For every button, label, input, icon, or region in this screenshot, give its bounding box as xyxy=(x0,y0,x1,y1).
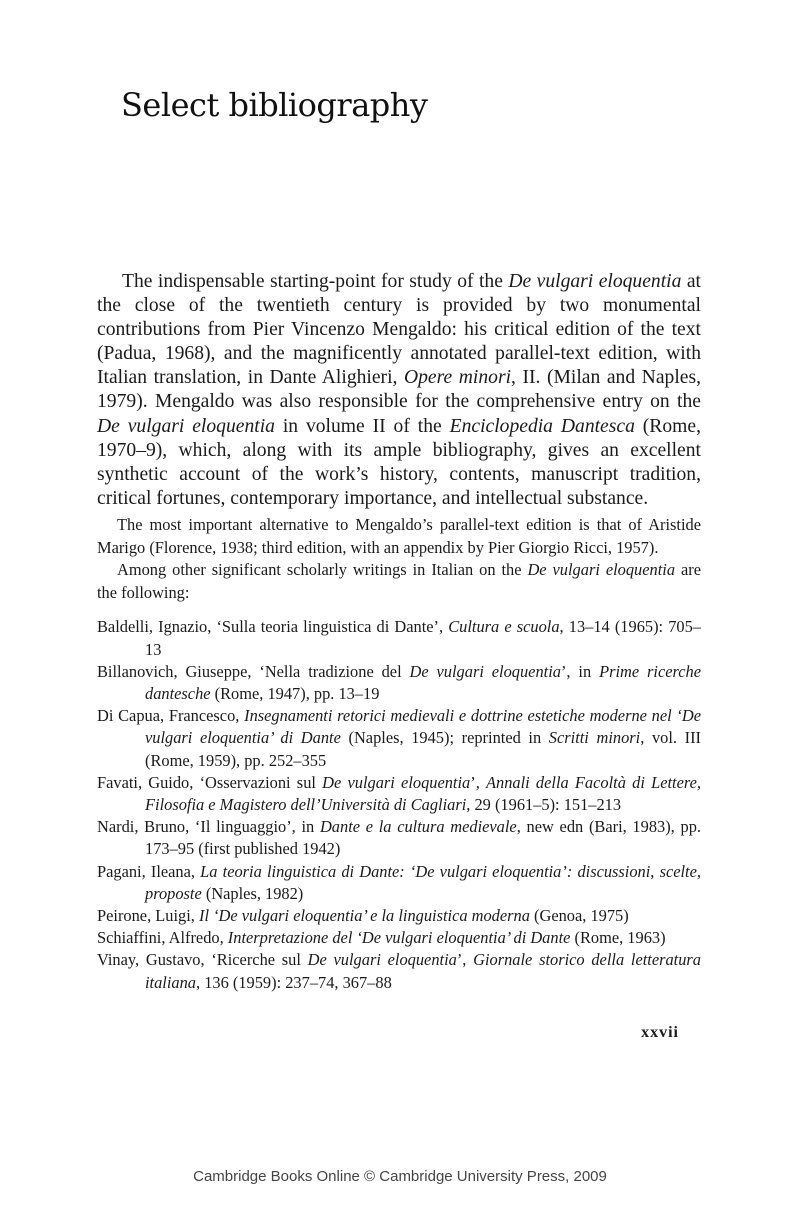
italic-title: Opere minori xyxy=(403,367,512,389)
copyright-footer: Cambridge Books Online © Cambridge University Press, 2009 xyxy=(193,1168,607,1185)
bibliography-entry: Billanovich, Giuseppe, ‘Nella tradizione del De vulgari eloquentia’, in Prime ricerche dantesche (Rome, 1947), pp. 13–19 xyxy=(97,661,702,703)
italic-title: Scritti minori xyxy=(548,728,641,748)
intro-paragraph: The indispensable starting-point for study of the De vulgari eloquentia at the close of the twentieth century is provided by two monumental contributions from Pier Vincenzo Mengaldo: his critical edition of the text (Padua, 1968), and the magnificently annotated parallel-text edition, with Italian translation, in Dante Alighieri, Opere minori, II. (Milan and Naples, 1979). Mengaldo was also responsible for the comprehensive entry on the De vulgari eloquentia in volume II of the Enciclopedia Dantesca (Rome, 1970–9), which, along with its ample bibliography, gives an excellent synthetic account of the work’s history, contents, manuscript tradition, critical fortunes, contemporary importance, and intellectual substance. xyxy=(97,271,702,509)
italic-title: Enciclopedia Dantesca xyxy=(449,415,635,437)
alternative-edition-paragraph: The most important alternative to Mengaldo’s parallel-text edition is that of Aristide Marigo (Florence, 1938; third edition, with an appendix by Pier Giorgio Ricci, 1957). xyxy=(97,514,701,557)
italic-title: La teoria linguistica di Dante: ‘De vulgari eloquentia’: discussioni, scelte, proposte xyxy=(145,861,701,903)
bibliography-entry: Baldelli, Ignazio, ‘Sulla teoria linguistica di Dante’, Cultura e scuola, 13–14 (1965): 705–13 xyxy=(97,617,701,659)
italic-title: De vulgari eloquentia xyxy=(508,271,682,292)
italic-title: De vulgari eloquentia xyxy=(322,772,471,792)
italic-title: Insegnamenti retorici medievali e dottrine estetiche moderne nel ‘De vulgari eloquentia’ di Dante xyxy=(145,706,701,748)
main-content xyxy=(97,270,701,994)
italic-title: De vulgari eloquentia xyxy=(527,560,676,580)
bibliography-entry: Di Capua, Francesco, Insegnamenti retorici medievali e dottrine estetiche moderne nel ‘De vulgari eloquentia’ di Dante (Naples, 1945); reprinted in Scritti minori, vol. III (Rome, 1959), pp. 252–355 xyxy=(97,706,701,770)
italic-title: De vulgari eloquentia xyxy=(409,661,561,681)
bibliography-entry: Pagani, Ileana, La teoria linguistica di Dante: ‘De vulgari eloquentia’: discussioni, scelte, proposte (Naples, 1982) xyxy=(97,861,701,903)
italic-title: Dante e la cultura medievale xyxy=(319,817,517,837)
italic-title: De vulgari eloquentia xyxy=(97,415,275,437)
italic-title: Prime ricerche dantesche xyxy=(145,661,702,703)
italic-title: Giornale storico della letteratura italiana xyxy=(145,950,701,992)
bibliography-entry: Vinay, Gustavo, ‘Ricerche sul De vulgari eloquentia’, Giornale storico della letteratura italiana, 136 (1959): 237–74, 367–88 xyxy=(97,950,701,992)
page-title: Select bibliography xyxy=(121,86,428,124)
bibliography-entry: Schiaffini, Alfredo, Interpretazione del ‘De vulgari eloquentia’ di Dante (Rome, 1963) xyxy=(97,928,666,948)
bibliography-entry: Favati, Guido, ‘Osservazioni sul De vulgari eloquentia’, Annali della Facoltà di Lettere, Filosofia e Magistero dell’Università di Cagliari, 29 (1961–5): 151–213 xyxy=(97,772,701,814)
italic-title: Cultura e scuola xyxy=(448,617,560,637)
intro-section xyxy=(97,270,701,511)
italic-title: Interpretazione del ‘De vulgari eloquentia’ di Dante xyxy=(227,928,571,948)
page-number: xxvii xyxy=(641,1024,679,1041)
bibliography-list xyxy=(97,616,701,993)
bibliography-entry: Peirone, Luigi, Il ‘De vulgari eloquentia’ e la linguistica moderna (Genoa, 1975) xyxy=(97,905,629,925)
italic-title: Annali della Facoltà di Lettere, Filosofia e Magistero dell’Università di Cagliari xyxy=(145,772,701,814)
italic-title: Il ‘De vulgari eloquentia’ e la linguistica moderna xyxy=(198,905,530,925)
italic-title: De vulgari eloquentia xyxy=(307,950,457,970)
notes-section xyxy=(97,514,701,604)
bibliography-entry: Nardi, Bruno, ‘Il linguaggio’, in Dante e la cultura medievale, new edn (Bari, 1983), pp. 173–95 (first published 1942) xyxy=(97,817,701,859)
other-writings-paragraph: Among other significant scholarly writings in Italian on the De vulgari eloquentia are the following: xyxy=(97,560,701,602)
